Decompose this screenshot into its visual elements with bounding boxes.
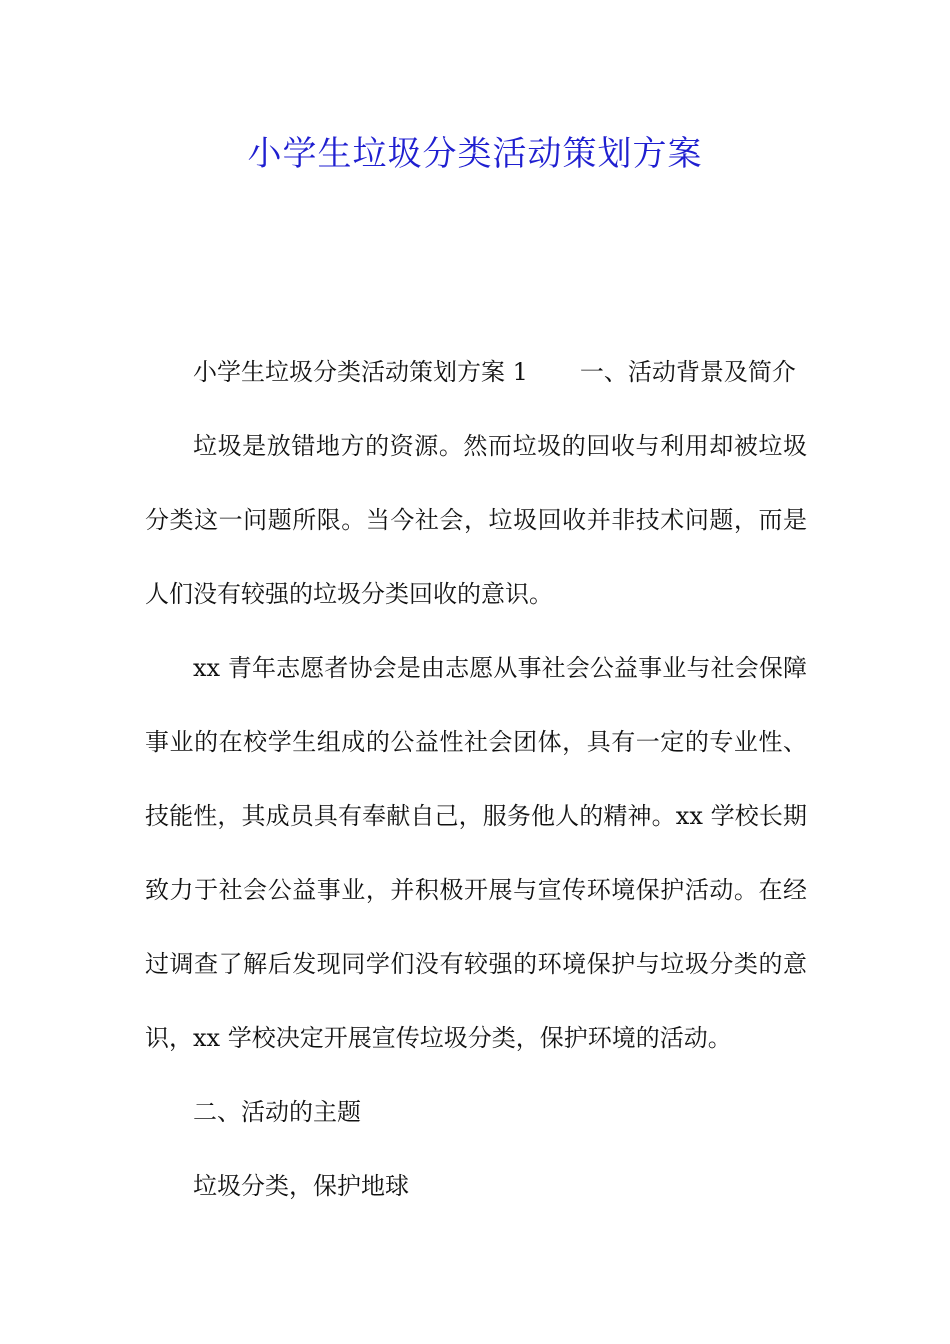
plan-subtitle: 小学生垃圾分类活动策划方案 1 [193, 358, 528, 386]
section-heading-background: 一、活动背景及简介 [579, 358, 796, 386]
document-title: 小学生垃圾分类活动策划方案 [247, 134, 703, 174]
paragraph-theme: 垃圾分类，保护地球 [193, 1172, 409, 1200]
paragraph-intro: 垃圾是放错地方的资源。然而垃圾的回收与利用却被垃圾分类这一问题所限。当今社会，垃圾回收并非技术问题，而是人们没有较强的垃圾分类回收的意识。 [145, 432, 807, 608]
section-heading-theme: 二、活动的主题 [193, 1098, 361, 1126]
document-body [145, 335, 807, 1223]
heading-line [145, 335, 807, 409]
paragraph-association: xx 青年志愿者协会是由志愿从事社会公益事业与社会保障事业的在校学生组成的公益性社会团体，具有一定的专业性、技能性，其成员具有奉献自己，服务他人的精神。xx 学校长期致力于社会公益事业，并积极开展与宣传环境保护活动。在经过调查了解后发现同学们没有较强的环境保护与垃圾分类的意识，xx 学校决定开展宣传垃圾分类，保护环境的活动。 [145, 654, 807, 1052]
